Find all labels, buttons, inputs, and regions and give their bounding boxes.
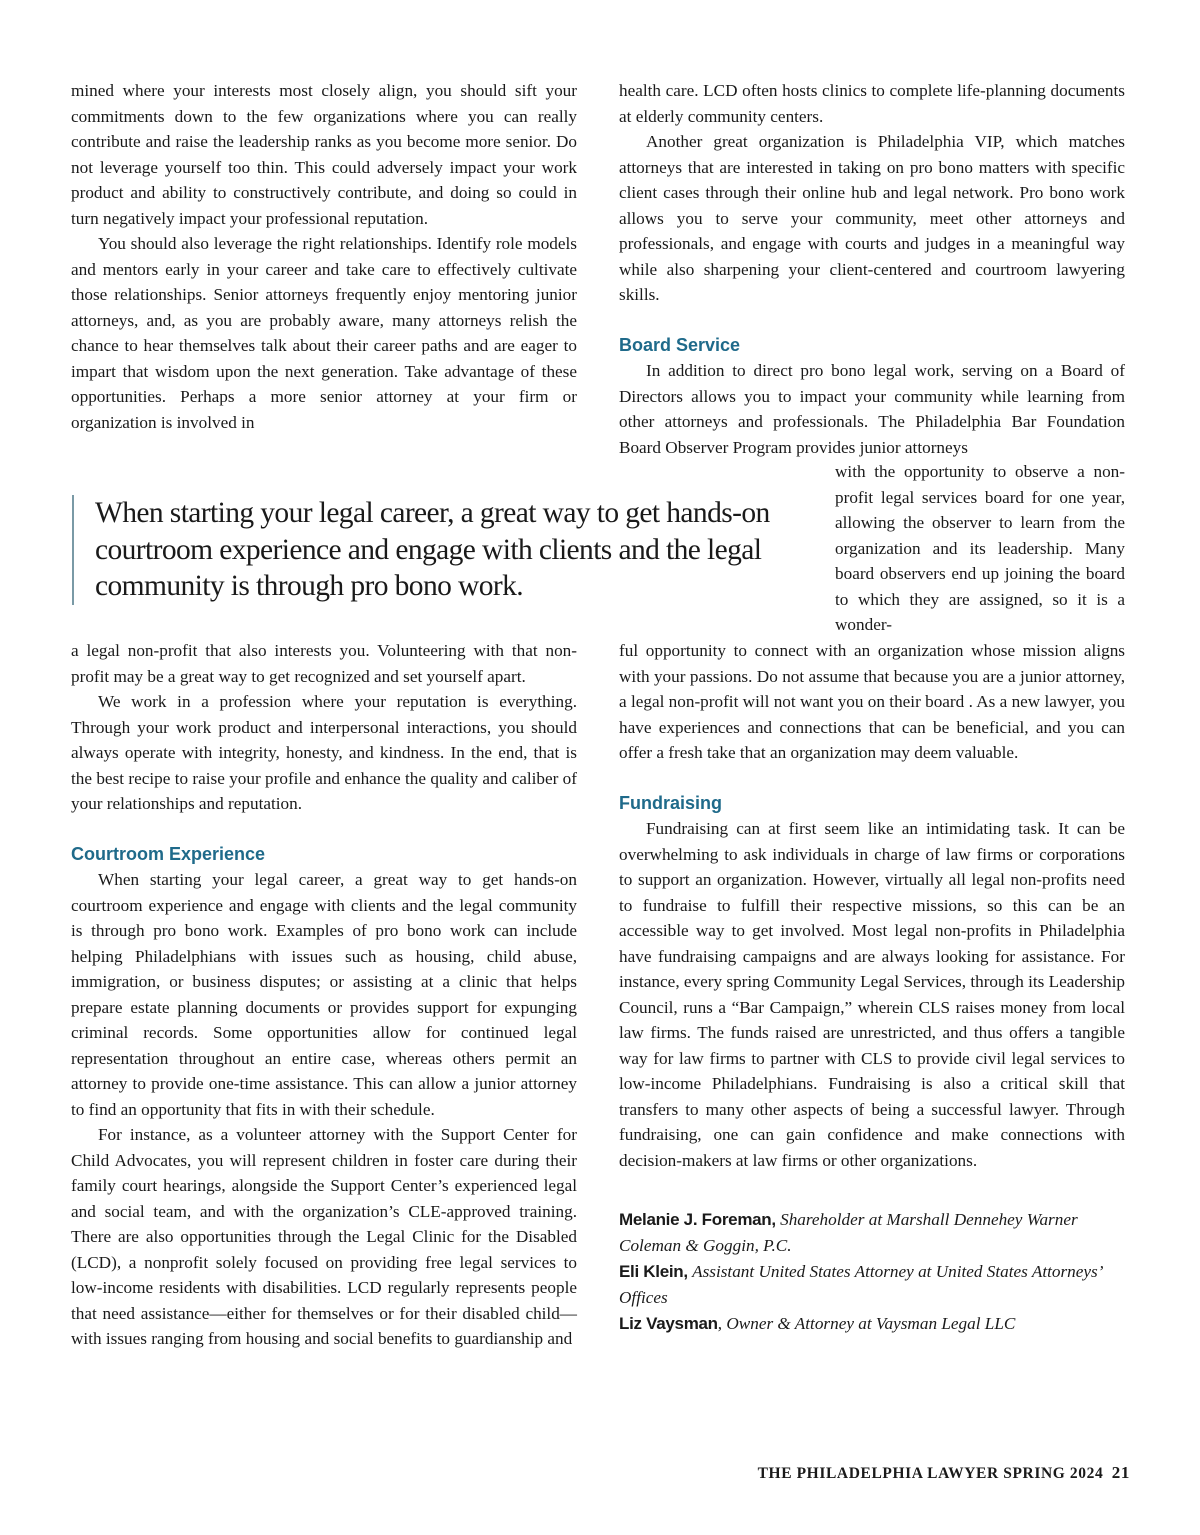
right-column-bottom bbox=[619, 638, 1125, 1337]
author-title: , Owner & Attorney at Vaysman Legal LLC bbox=[717, 1314, 1016, 1333]
section-heading-fundraising: Fundraising bbox=[619, 792, 722, 813]
body-paragraph: You should also leverage the right relationships. Identify role models and mentors early in your career and take care to effectively cultivate those relationships. Senior attorneys frequently enjoy mentoring junior attorneys, and, as you are probably aware, many attorneys relish the chance to hear themselves talk about their career paths and are eager to impart that wisdom upon the next generation. Take advantage of these opportunities. Perhaps a more senior attorney at your firm or organization is involved in bbox=[71, 234, 577, 432]
author-title: Shareholder at Marshall Dennehey Warner Coleman & Goggin, P.C. bbox=[619, 1210, 1078, 1255]
page-footer bbox=[758, 1463, 1130, 1483]
section-heading-board: Board Service bbox=[619, 334, 741, 355]
author-entry bbox=[619, 1259, 1125, 1311]
author-entry bbox=[619, 1311, 1125, 1337]
body-paragraph: In addition to direct pro bono legal work, serving on a Board of Directors allows you to impact your community while learning from other attorneys and professionals. The Philadelphia Bar Foundation Board Observer Program provides junior attorneys bbox=[619, 361, 1125, 457]
right-column-wrap bbox=[835, 459, 1125, 638]
publication-name: THE PHILADELPHIA LAWYER SPRING 2024 bbox=[757, 1465, 1104, 1482]
author-name: Eli Klein, bbox=[619, 1262, 688, 1281]
pull-quote: When starting your legal career, a great way to get hands-on courtroom experience and engage with clients and the legal community is through pro bono work. bbox=[72, 495, 820, 605]
author-list bbox=[619, 1207, 1125, 1337]
body-paragraph: a legal non-profit that also interests you. Volunteering with that non-profit may be a great way to get recognized and set yourself apart. bbox=[71, 641, 577, 686]
body-paragraph: For instance, as a volunteer attorney with the Support Center for Child Advocates, you will represent children in foster care during their family court hearings, alongside the Support Center’s experienced legal and social team, and with the organization’s CLE-approved training. There are also opportunities through the Legal Clinic for the Disabled (LCD), a nonprofit solely focused on providing free legal services to low-income residents with disabilities. LCD regularly represents people that need assistance—either for themselves or for their disabled child—with issues ranging from housing and social benefits to guardianship and bbox=[71, 1125, 577, 1348]
body-paragraph: ful opportunity to connect with an organization whose mission aligns with your passions. Do not assume that because you are a junior attorney, a legal non-profit will not want you on their board . As a new lawyer, you have experiences and connections that can be beneficial, and you can offer a fresh take that an organization may deem valuable. bbox=[619, 641, 1125, 762]
body-paragraph: with the opportunity to observe a non-profit legal services board for one year, allowing the observer to learn from the organization and its leadership. Many board observers end up joining the board to which they are assigned, so it is a wonder- bbox=[835, 462, 1125, 634]
body-paragraph: health care. LCD often hosts clinics to complete life-planning documents at elderly community centers. bbox=[619, 81, 1125, 126]
body-paragraph: mined where your interests most closely align, you should sift your commitments down to the few organizations where you can really contribute and raise the leadership ranks as you become more senior. Do not leverage yourself too thin. This could adversely impact your work product and ability to constructively contribute, and doing so could in turn negatively impact your professional reputation. bbox=[71, 81, 577, 228]
author-title: Assistant United States Attorney at United States Attorneys’ Offices bbox=[619, 1262, 1102, 1307]
body-paragraph: Fundraising can at first seem like an intimidating task. It can be overwhelming to ask individuals in charge of law firms or corporations to support an organization. However, virtually all legal non-profits need to fundraise to fulfill their respective missions, so this can be an accessible way to get involved. Most legal non-profits in Philadelphia have fundraising campaigns and are always looking for assistance. For instance, every spring Community Legal Services, through its Leadership Council, runs a “Bar Campaign,” wherein CLS raises money from local law firms. The funds raised are unrestricted, and thus offers a tangible way for law firms to partner with CLS to provide civil legal services to low-income Philadelphians. Fundraising is also a critical skill that transfers to many other aspects of being a successful lawyer. Through fundraising, one can gain confidence and make connections with decision-makers at law firms or other organizations. bbox=[619, 819, 1125, 1170]
section-heading-courtroom: Courtroom Experience bbox=[71, 843, 266, 864]
page-number: 21 bbox=[1111, 1463, 1130, 1482]
author-entry bbox=[619, 1207, 1125, 1259]
right-column-top bbox=[619, 78, 1125, 460]
body-paragraph: When starting your legal career, a great way to get hands-on courtroom experience and engage with clients and the legal community is through pro bono work. Examples of pro bono work can include helping Philadelphians with issues such as housing, child abuse, immigration, or business disputes; or assisting at a clinic that helps prepare estate planning documents or provides support for expunging criminal records. Some opportunities allow for continued legal representation throughout an entire case, whereas others permit an attorney to provide one-time assistance. This can allow a junior attorney to find an opportunity that fits in with their schedule. bbox=[71, 870, 577, 1119]
left-column-top bbox=[71, 78, 577, 435]
author-name: Liz Vaysman bbox=[619, 1314, 718, 1333]
body-paragraph: Another great organization is Philadelphia VIP, which matches attorneys that are interested in taking on pro bono matters with specific client cases through their online hub and legal network. Pro bono work allows you to serve your community, meet other attorneys and professionals, and engage with courts and judges in a meaningful way while also sharpening your client-centered and courtroom lawyering skills. bbox=[619, 132, 1125, 304]
body-paragraph: We work in a profession where your reputation is everything. Through your work product and interpersonal interactions, you should always operate with integrity, honesty, and kindness. In the end, that is the best recipe to raise your profile and enhance the quality and caliber of your relationships and reputation. bbox=[71, 692, 577, 813]
author-name: Melanie J. Foreman, bbox=[619, 1210, 776, 1229]
left-column-bottom bbox=[71, 638, 577, 1352]
